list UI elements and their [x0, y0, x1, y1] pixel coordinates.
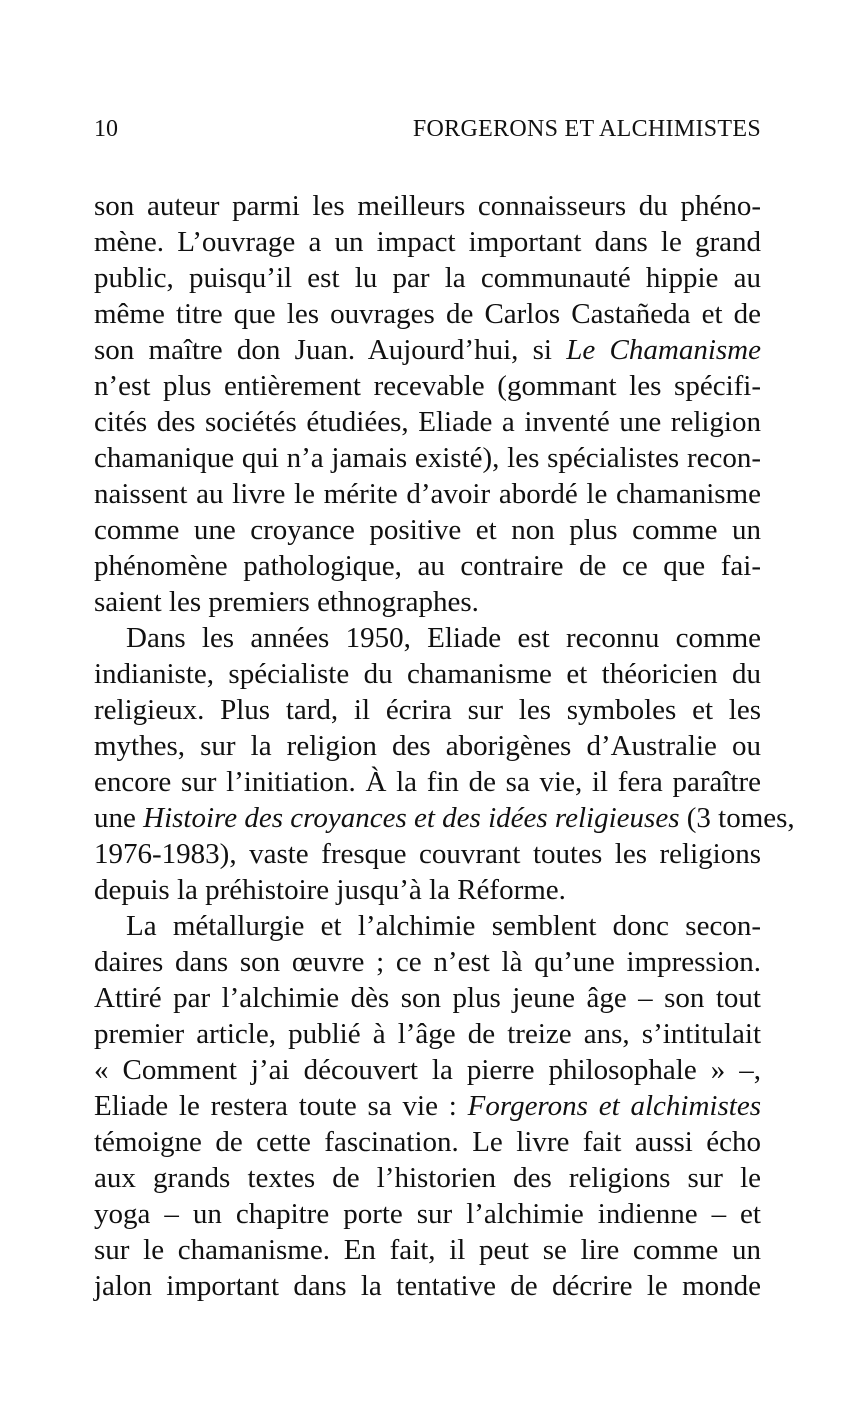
text-line: « Comment j’ai découvert la pierre philosophale » –,: [94, 1054, 761, 1086]
text-line: daires dans son œuvre ; ce n’est là qu’une impression.: [94, 946, 761, 978]
text-line: Attiré par l’alchimie dès son plus jeune âge – son tout: [94, 982, 761, 1014]
text-line: son auteur parmi les meilleurs connaisseurs du phéno-: [94, 190, 761, 222]
text-line: indianiste, spécialiste du chamanisme et théoricien du: [94, 658, 761, 690]
text-line: mythes, sur la religion des aborigènes d’Australie ou: [94, 730, 761, 762]
text-line: chamanique qui n’a jamais existé), les spécialistes recon-: [94, 442, 761, 474]
italic-title: Histoire des croyances et des idées religieuses: [143, 802, 680, 834]
text-line: premier article, publié à l’âge de treize ans, s’intitulait: [94, 1018, 761, 1050]
text-line: comme une croyance positive et non plus comme un: [94, 514, 761, 546]
text-line: jalon important dans la tentative de décrire le monde: [94, 1270, 761, 1302]
text-run: Eliade le restera toute sa vie :: [94, 1090, 468, 1122]
italic-title: Le Chamanisme: [566, 334, 761, 366]
body-text: [94, 188, 795, 1304]
text-line: sur le chamanisme. En fait, il peut se lire comme un: [94, 1234, 761, 1266]
text-line: La métallurgie et l’alchimie semblent donc secon-: [126, 910, 761, 942]
text-line: Dans les années 1950, Eliade est reconnu comme: [126, 622, 761, 654]
text-line: aux grands textes de l’historien des religions sur le: [94, 1162, 761, 1194]
text-line: depuis la préhistoire jusqu’à la Réforme.: [94, 874, 566, 906]
text-line: naissent au livre le mérite d’avoir abordé le chamanisme: [94, 478, 761, 510]
text-line: témoigne de cette fascination. Le livre fait aussi écho: [94, 1126, 761, 1158]
text-line: phénomène pathologique, au contraire de ce que fai-: [94, 550, 761, 582]
text-run: une: [94, 802, 144, 834]
text-line: mène. L’ouvrage a un impact important dans le grand: [94, 226, 761, 258]
text-line: religieux. Plus tard, il écrira sur les symboles et les: [94, 694, 761, 726]
text-run: (3 tomes,: [679, 802, 795, 834]
text-line: n’est plus entièrement recevable (gommant les spécifi-: [94, 370, 761, 402]
text-line: saient les premiers ethnographes.: [94, 586, 479, 618]
text-line: 1976-1983), vaste fresque couvrant toutes les religions: [94, 838, 761, 870]
running-head: [94, 112, 761, 146]
text-line: [94, 800, 795, 836]
text-line: [94, 1088, 761, 1124]
page-number: 10: [94, 116, 118, 142]
text-line: encore sur l’initiation. À la fin de sa vie, il fera paraître: [94, 766, 761, 798]
text-run: son maître don Juan. Aujourd’hui, si: [94, 334, 567, 366]
italic-title: Forgerons et alchimistes: [467, 1090, 761, 1122]
text-line: [94, 332, 761, 368]
text-line: cités des sociétés étudiées, Eliade a inventé une religion: [94, 406, 761, 438]
text-line: même titre que les ouvrages de Carlos Castañeda et de: [94, 298, 761, 330]
text-line: yoga – un chapitre porte sur l’alchimie indienne – et: [94, 1198, 761, 1230]
running-title: FORGERONS ET ALCHIMISTES: [412, 116, 761, 142]
text-line: public, puisqu’il est lu par la communauté hippie au: [94, 262, 761, 294]
